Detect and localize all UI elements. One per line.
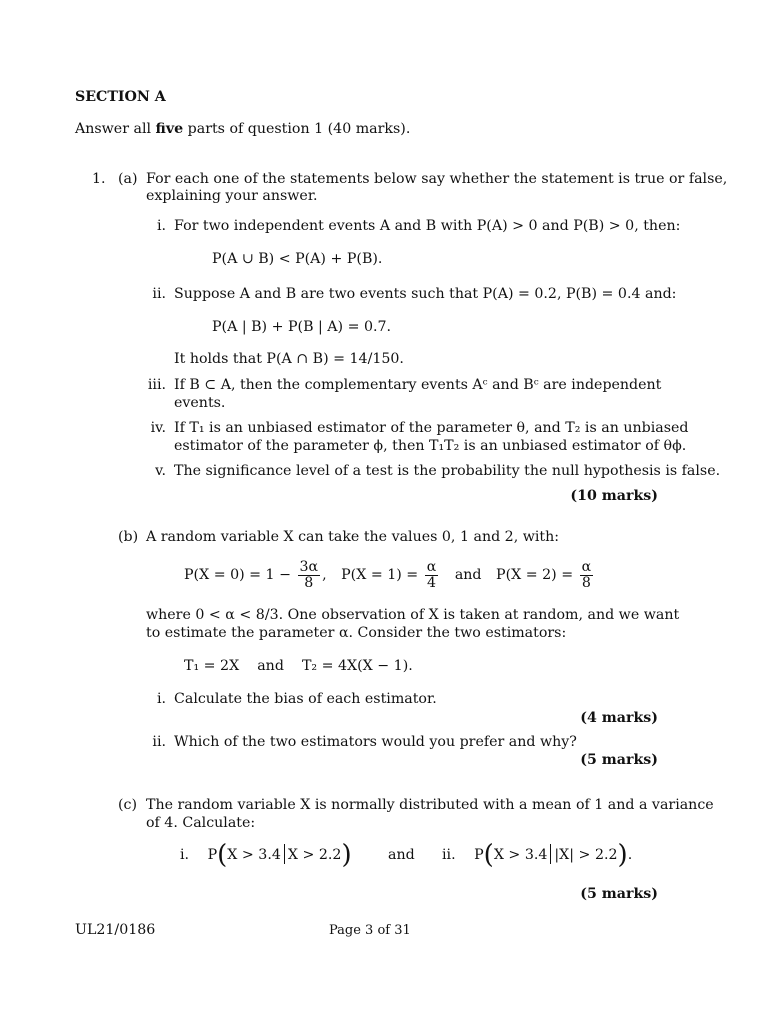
footer-code: UL21/0186 (75, 922, 156, 938)
a-i-text: For two independent events A and B with P(A) > 0 and P(B) > 0, then: (174, 218, 681, 234)
b-estimators: T₁ = 2X and T₂ = 4X(X − 1). (184, 658, 413, 674)
conditional-bar (550, 844, 551, 864)
a-iii-line1: If B ⊂ A, then the complementary events Aᶜ and Bᶜ are independent (174, 377, 662, 393)
a-i-label: i. (156, 218, 166, 234)
part-a-intro-line1: For each one of the statements below say whether the statement is true or false, (146, 171, 728, 187)
p1-fraction: $\frac{\alpha}{4}$ (426, 558, 437, 591)
p0-fraction: $\frac{3\alpha}{8}$ (299, 558, 319, 591)
p2-fraction: $\frac{\alpha}{8}$ (581, 558, 592, 591)
part-c-line1: The random variable X is normally distributed with a mean of 1 and a variance (146, 797, 714, 813)
a-iv-line2: estimator of the parameter ϕ, then T₁T₂ is an unbiased estimator of θϕ. (174, 438, 687, 454)
part-b-intro: A random variable X can take the values 0, 1 and 2, with: (146, 529, 560, 545)
b-i-marks: (4 marks) (580, 710, 658, 726)
part-c-line2: of 4. Calculate: (146, 815, 256, 831)
section-title: SECTION A (75, 89, 166, 105)
part-c-label: (c) (118, 797, 138, 813)
a-ii-label: ii. (152, 286, 166, 302)
a-i-formula: P(A ∪ B) < P(A) + P(B). (212, 251, 383, 267)
part-b-label: (b) (118, 529, 139, 545)
a-ii-formula: P(A | B) + P(B | A) = 0.7. (212, 319, 392, 335)
b-i-label: i. (156, 691, 166, 707)
b-where-line2: to estimate the parameter α. Consider the two estimators: (146, 625, 567, 641)
a-v-text: The significance level of a test is the probability the null hypothesis is false. (174, 463, 721, 479)
b-where-line1: where 0 < α < 8/3. One observation of X is taken at random, and we want (146, 607, 680, 623)
a-marks: (10 marks) (570, 488, 658, 504)
c-i-expression: i. P(X > 3.4 X > 2.2) (180, 840, 352, 870)
question-number: 1. (92, 171, 106, 187)
a-iii-label: iii. (147, 377, 166, 393)
b-ii-text: Which of the two estimators would you prefer and why? (174, 734, 577, 750)
a-iv-label: iv. (150, 420, 166, 436)
c-and: and (388, 847, 415, 863)
instructions: Answer all five parts of question 1 (40 marks). (75, 121, 411, 137)
a-v-label: v. (155, 463, 166, 479)
a-ii-text: Suppose A and B are two events such that P(A) = 0.2, P(B) = 0.4 and: (174, 286, 677, 302)
b-probabilities: P(X = 0) = 1 − $\frac{3\alpha}{8}$ , P(X = 1) = $\frac{\alpha}{4}$ and P(X = 2) = $\frac{\alpha}{8}$ (184, 558, 592, 591)
a-ii-followup: It holds that P(A ∩ B) = 14/150. (174, 351, 404, 367)
part-a-intro-line2: explaining your answer. (146, 188, 318, 204)
part-a-label: (a) (118, 171, 138, 187)
c-marks: (5 marks) (580, 886, 658, 902)
a-iii-line2: events. (174, 395, 226, 411)
b-i-text: Calculate the bias of each estimator. (174, 691, 437, 707)
c-ii-expression: ii. P(X > 3.4 |X| > 2.2). (442, 840, 633, 870)
conditional-bar (284, 844, 285, 864)
a-iv-line1: If T₁ is an unbiased estimator of the parameter θ, and T₂ is an unbiased (174, 420, 689, 436)
footer-page-number: Page 3 of 31 (329, 923, 411, 938)
b-ii-label: ii. (152, 734, 166, 750)
b-ii-marks: (5 marks) (580, 752, 658, 768)
